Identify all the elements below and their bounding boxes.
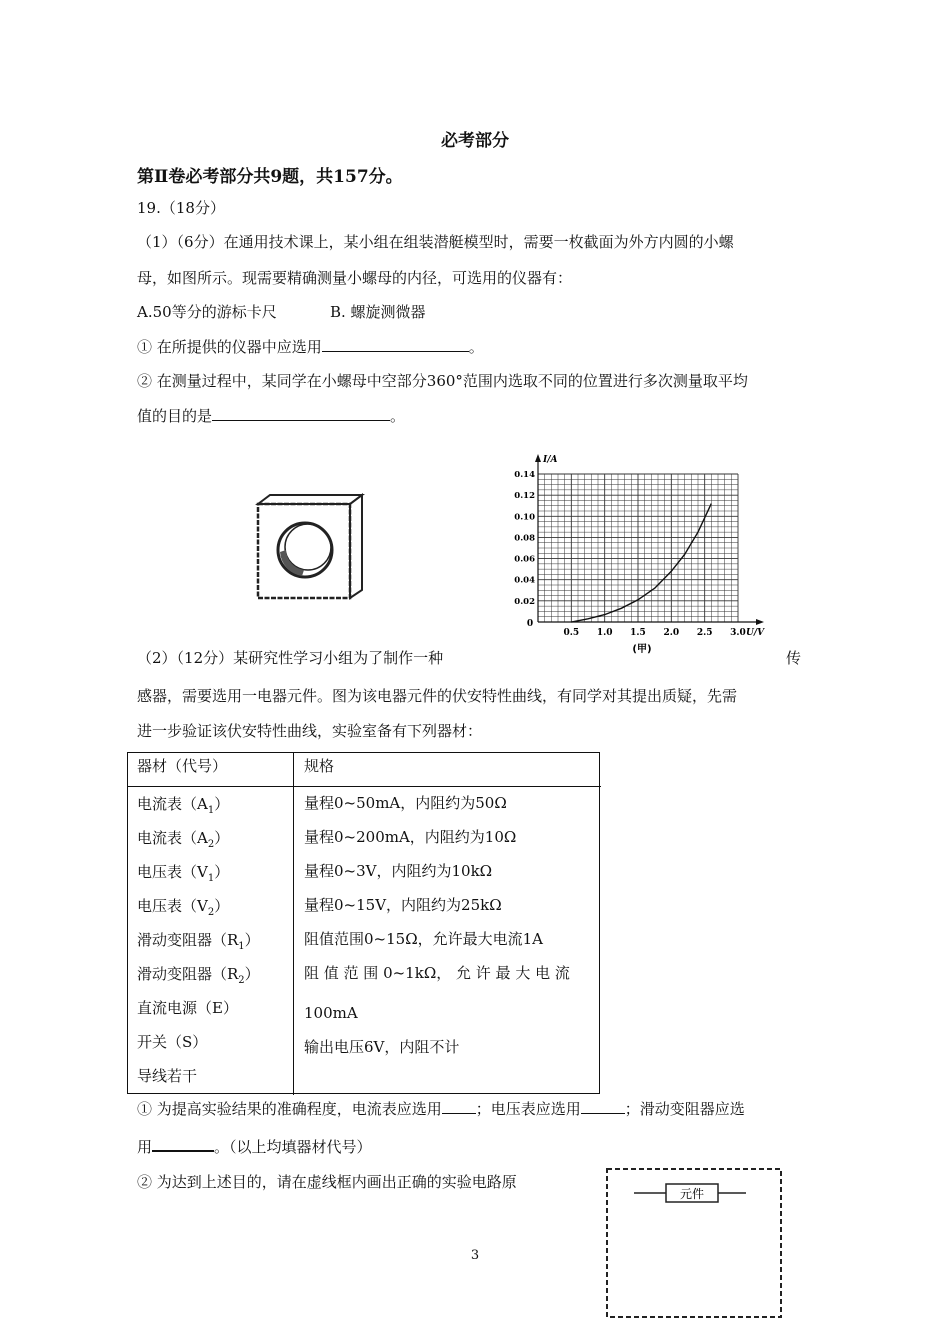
- part1-line1: （1）（6分）在通用技术课上，某小组在组装潜艇模型时，需要一枚截面为外方内圆的小螺: [137, 233, 734, 251]
- x-tick-label: 0.5: [563, 628, 580, 638]
- equipment-name: 开关（S）: [137, 1033, 208, 1051]
- equipment-name: 电压表$(V_1)$: [137, 863, 230, 884]
- answer-blank[interactable]: [152, 1136, 214, 1152]
- chart-caption: (甲): [632, 644, 652, 655]
- table-body: [127, 787, 601, 1096]
- answer-blank[interactable]: [581, 1099, 625, 1114]
- spec-text: 量程0~3V，内阻约为10kΩ: [304, 862, 493, 880]
- section-title: 必考部分: [441, 131, 509, 151]
- component-label: 元件: [679, 1187, 705, 1201]
- equipment-name: 电流表$(A_2)$: [137, 829, 230, 850]
- y-tick-label: 0.04: [514, 575, 535, 586]
- y-tick-label: 0.12: [514, 491, 535, 502]
- part2-line3: 进一步验证该伏安特性曲线，实验室备有下列器材：: [137, 722, 483, 740]
- chart-labels: [514, 455, 765, 655]
- question-19-head: 19.（18分）: [137, 199, 225, 217]
- spec-text: 量程0~50mA，内阻约为50Ω: [304, 794, 507, 812]
- spec-text: 阻值范围0~15Ω，允许最大电流1A: [304, 930, 544, 948]
- origin-label: 0: [526, 619, 534, 629]
- table-header-row: [127, 752, 601, 787]
- circuit-drawing-box[interactable]: [604, 1166, 784, 1322]
- question-text: 。（以上均填器材代号）: [214, 1138, 372, 1156]
- equipment-name: 滑动变阻器$(R_1)$: [137, 931, 260, 952]
- y-tick-label: 0.08: [514, 533, 535, 544]
- y-tick-label: 0.06: [514, 554, 535, 565]
- answer-blank[interactable]: [212, 406, 390, 421]
- spec-text: 量程0~15V，内阻约为25kΩ: [304, 896, 502, 914]
- spec-text: 100mA: [304, 1004, 358, 1022]
- y-axis-label: I/A: [543, 455, 558, 465]
- equipment-name: 直流电源（E）: [137, 999, 238, 1017]
- option-b: B. 螺旋测微器: [330, 303, 426, 321]
- question-text: ；滑动变阻器应选: [624, 1100, 745, 1118]
- sub-question-1: [137, 337, 484, 357]
- sub-question-2-line2: [137, 406, 405, 426]
- sub-question-2-text: 值的目的是: [137, 407, 213, 425]
- y-tick-label: 0.02: [514, 596, 535, 607]
- x-axis-arrow: [756, 619, 764, 625]
- answer-blank[interactable]: [442, 1099, 476, 1114]
- sub-question-2-line1: ② 在测量过程中，某同学在小螺母中空部分360°范围内选取不同的位置进行多次测量取平均: [137, 372, 748, 390]
- y-tick-label: 0.14: [514, 470, 535, 480]
- page-number: 3: [470, 1248, 480, 1263]
- x-tick-label: 1.5: [630, 628, 646, 638]
- x-tick-label: 2.5: [696, 628, 713, 638]
- equipment-specs-cell: [294, 787, 602, 1096]
- x-tick-label: 2.0: [663, 628, 680, 638]
- spec-text: 阻 值 范 围 0~1kΩ， 允 许 最 大 电 流: [304, 964, 570, 982]
- question-text: ；电压表应选用: [475, 1100, 581, 1118]
- table-question-1-line2: [137, 1136, 372, 1157]
- part2-line2: 感器，需要选用一电器元件。图为该电器元件的伏安特性曲线，有同学对其提出质疑，先需: [137, 687, 738, 705]
- equipment-name: 导线若干: [137, 1067, 198, 1085]
- spec-text: 输出电压6V，内阻不计: [304, 1038, 460, 1056]
- spec-text: 量程0~200mA，内阻约为10Ω: [304, 828, 517, 846]
- equipment-names-cell: [127, 787, 294, 1096]
- nut-figure: [250, 490, 370, 602]
- chart-axes: [535, 454, 764, 625]
- sub-question-1-text: ① 在所提供的仪器中应选用: [137, 338, 322, 356]
- sub-question-2-end: 。: [390, 407, 406, 425]
- option-a: A.50等分的游标卡尺: [137, 303, 277, 321]
- table-question-2: ② 为达到上述目的，请在虚线框内画出正确的实验电路原: [137, 1173, 517, 1191]
- part1-line2: 母，如图所示。现需要精确测量小螺母的内径，可选用的仪器有：: [137, 269, 573, 287]
- table-question-1: [137, 1099, 745, 1119]
- sub-question-1-end: 。: [468, 338, 484, 356]
- x-tick-label: 3.0: [730, 628, 746, 638]
- part-heading: 第Ⅱ卷必考部分共9题，共157分。: [137, 167, 403, 187]
- question-text: 用: [137, 1138, 153, 1156]
- table-header-spec: 规格: [294, 752, 602, 787]
- y-tick-label: 0.10: [514, 512, 535, 523]
- equipment-name: 滑动变阻器$(R_2)$: [137, 965, 260, 986]
- equipment-name: 电流表$(A_1)$: [137, 795, 230, 816]
- table-header-equipment: 器材（代号）: [127, 752, 294, 787]
- y-axis-arrow: [535, 454, 541, 462]
- equipment-name: 电压表$(V_2)$: [137, 897, 230, 918]
- answer-blank[interactable]: [322, 337, 469, 352]
- part2-line1: （2）（12分）某研究性学习小组为了制作一种: [137, 649, 444, 667]
- question-text: ① 为提高实验结果的准确程度，电流表应选用: [137, 1100, 442, 1118]
- x-tick-label: 1.0: [596, 628, 613, 638]
- iv-characteristic-chart: [500, 450, 780, 665]
- part2-line1-end: 传: [786, 649, 802, 667]
- equipment-table: [127, 752, 601, 1095]
- x-axis-label: U/V: [746, 628, 765, 638]
